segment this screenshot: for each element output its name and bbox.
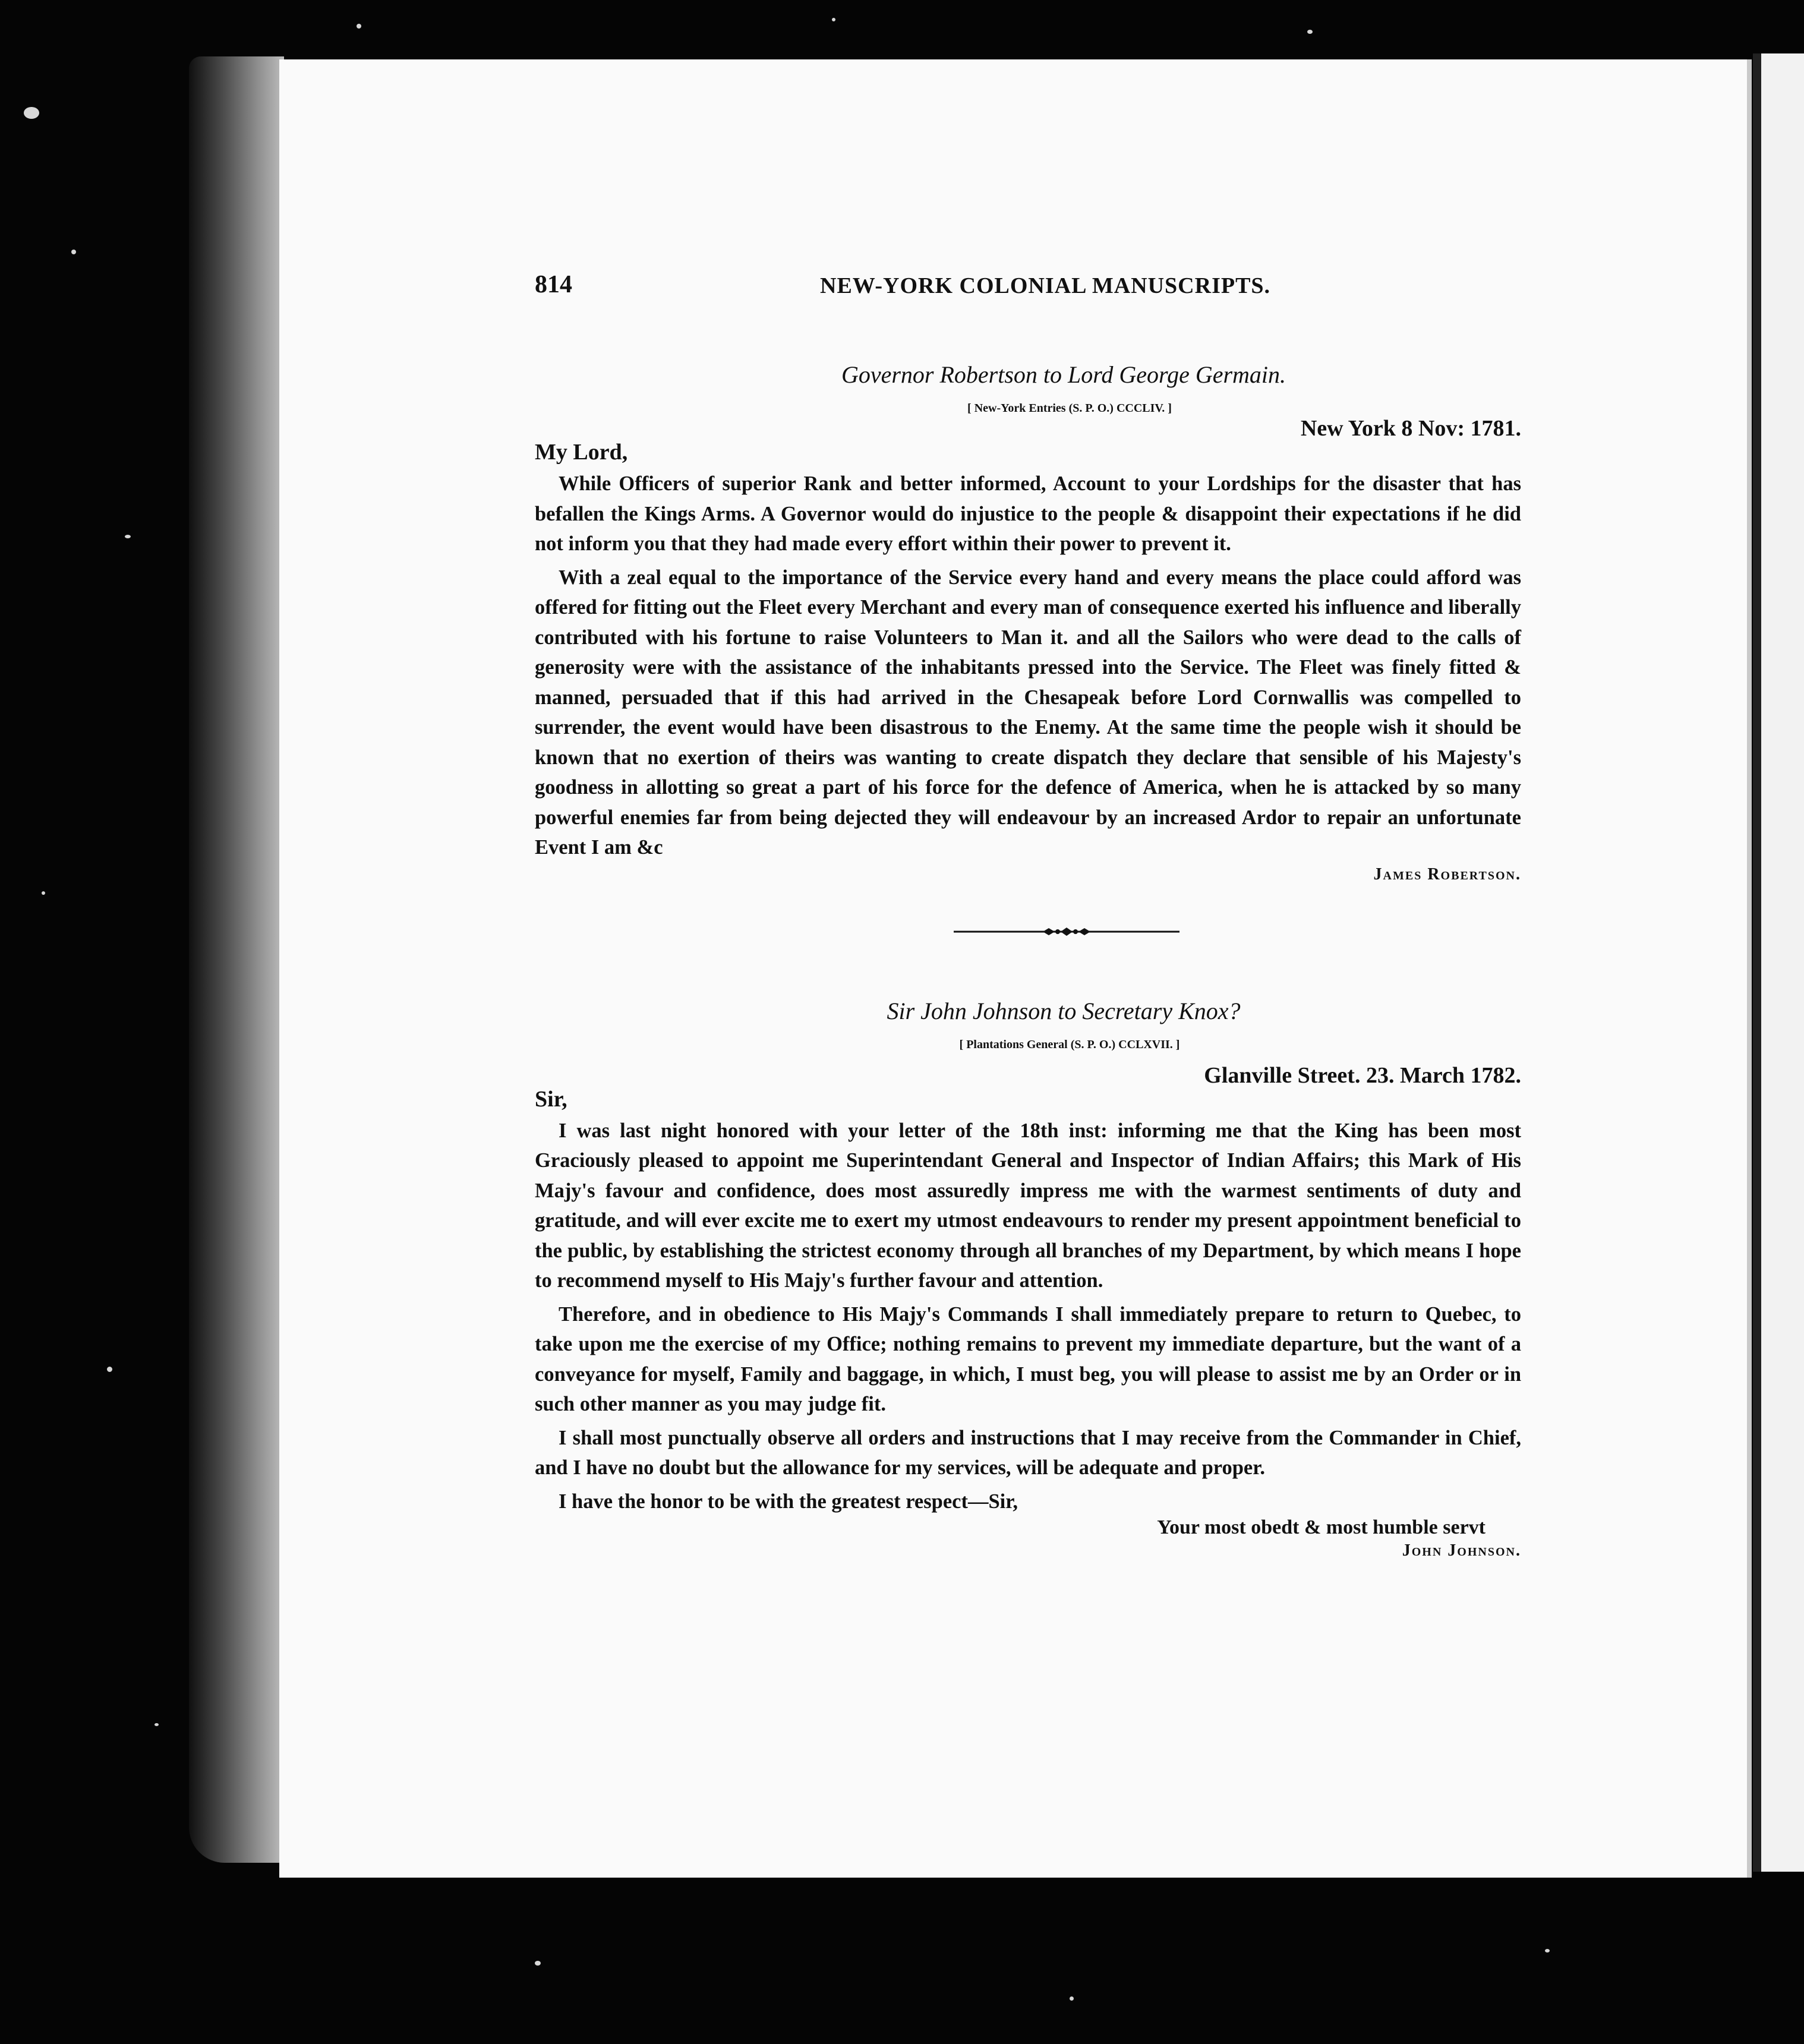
dateline: New York 8 Nov: 1781. bbox=[1300, 416, 1521, 441]
salutation: Sir, bbox=[535, 1086, 567, 1112]
running-head: NEW-YORK COLONIAL MANUSCRIPTS. bbox=[820, 273, 1271, 298]
signature: John Johnson. bbox=[1402, 1541, 1521, 1560]
paragraph: While Officers of superior Rank and better informed, Account to your Lordships for the disaster that has befallen the Kings Arms. A Governor would do injustice to the people & disappoint their expectations if he did not inform you that they had made every effort within their power to prevent it. bbox=[535, 472, 1521, 555]
letter-johnson bbox=[535, 997, 1521, 1561]
page-number: 814 bbox=[535, 271, 572, 298]
source-citation: [ Plantations General (S. P. O.) CCLXVII. ] bbox=[959, 1037, 1180, 1051]
paragraph: Therefore, and in obedience to His Majy's Commands I shall immediately prepare to return to Quebec, to take upon me the exercise of my Office; nothing remains to prevent my immediate departure, but the want of a conveyance for myself, Family and baggage, in which, I must beg, you will please to assist me by an Order or in such other manner as you may judge fit. bbox=[535, 1302, 1521, 1415]
paragraph: I shall most punctually observe all orders and instructions that I may receive from the Commander in Chief, and I have no doubt but the allowance for my services, will be adequate and proper. bbox=[535, 1426, 1521, 1479]
salutation: My Lord, bbox=[535, 440, 628, 465]
dateline: Glanville Street. 23. March 1782. bbox=[1204, 1062, 1521, 1088]
letter-robertson bbox=[535, 361, 1521, 884]
page-header bbox=[535, 270, 1521, 318]
letter-title: Sir John Johnson to Secretary Knox? bbox=[887, 997, 1241, 1024]
section-divider-ornament bbox=[612, 926, 1521, 938]
page-content bbox=[535, 270, 1521, 1560]
complimentary-close: Your most obedt & most humble servt bbox=[1157, 1516, 1486, 1538]
book-spine-edge bbox=[189, 56, 284, 1863]
signature: James Robertson. bbox=[1373, 865, 1521, 884]
paragraph: I have the honor to be with the greatest respect—Sir, bbox=[559, 1490, 1018, 1513]
letter-title: Governor Robertson to Lord George Germain. bbox=[841, 361, 1286, 388]
book-page bbox=[279, 59, 1752, 1878]
facing-page-edge bbox=[1753, 53, 1804, 1872]
paragraph: I was last night honored with your letter of the 18th inst: informing me that the King has been most Graciously pleased to appoint me Superintendant General and Inspector of Indian Affairs; this Mark of His Majy's favour and confidence, does most assuredly impress me with the warmest sentiments of duty and gratitude, and will ever excite me to exert my utmost endeavours to render my present appointment beneficial to the public, by establishing the strictest economy through all branches of my Department, by which means I hope to recommend myself to His Majy's further favour and attention. bbox=[535, 1119, 1521, 1292]
source-citation: [ New-York Entries (S. P. O.) CCCLIV. ] bbox=[967, 402, 1172, 415]
paragraph: With a zeal equal to the importance of the Service every hand and every means the place could afford was offered for fitting out the Fleet every Merchant and every man of consequence exerted his influence and liberally contributed with his fortune to raise Volunteers to Man it. and all the Sailors who were dead to the calls of generosity were with the assistance of the inhabitants pressed into the Service. The Fleet was finely fitted & manned, persuaded that if this had arrived in the Chesapeak before Lord Cornwallis was compelled to surrender, the event would have been disastrous to the Enemy. At the same time the people wish it should be known that no exertion of theirs was wanting to create dispatch they declare that sensible of his Majesty's goodness in allotting so great a part of his force for the defence of America, when he is attacked by so many powerful enemies far from being dejected they will endeavour by an increased Ardor to repair an unfortunate Event I am &c bbox=[535, 566, 1521, 859]
